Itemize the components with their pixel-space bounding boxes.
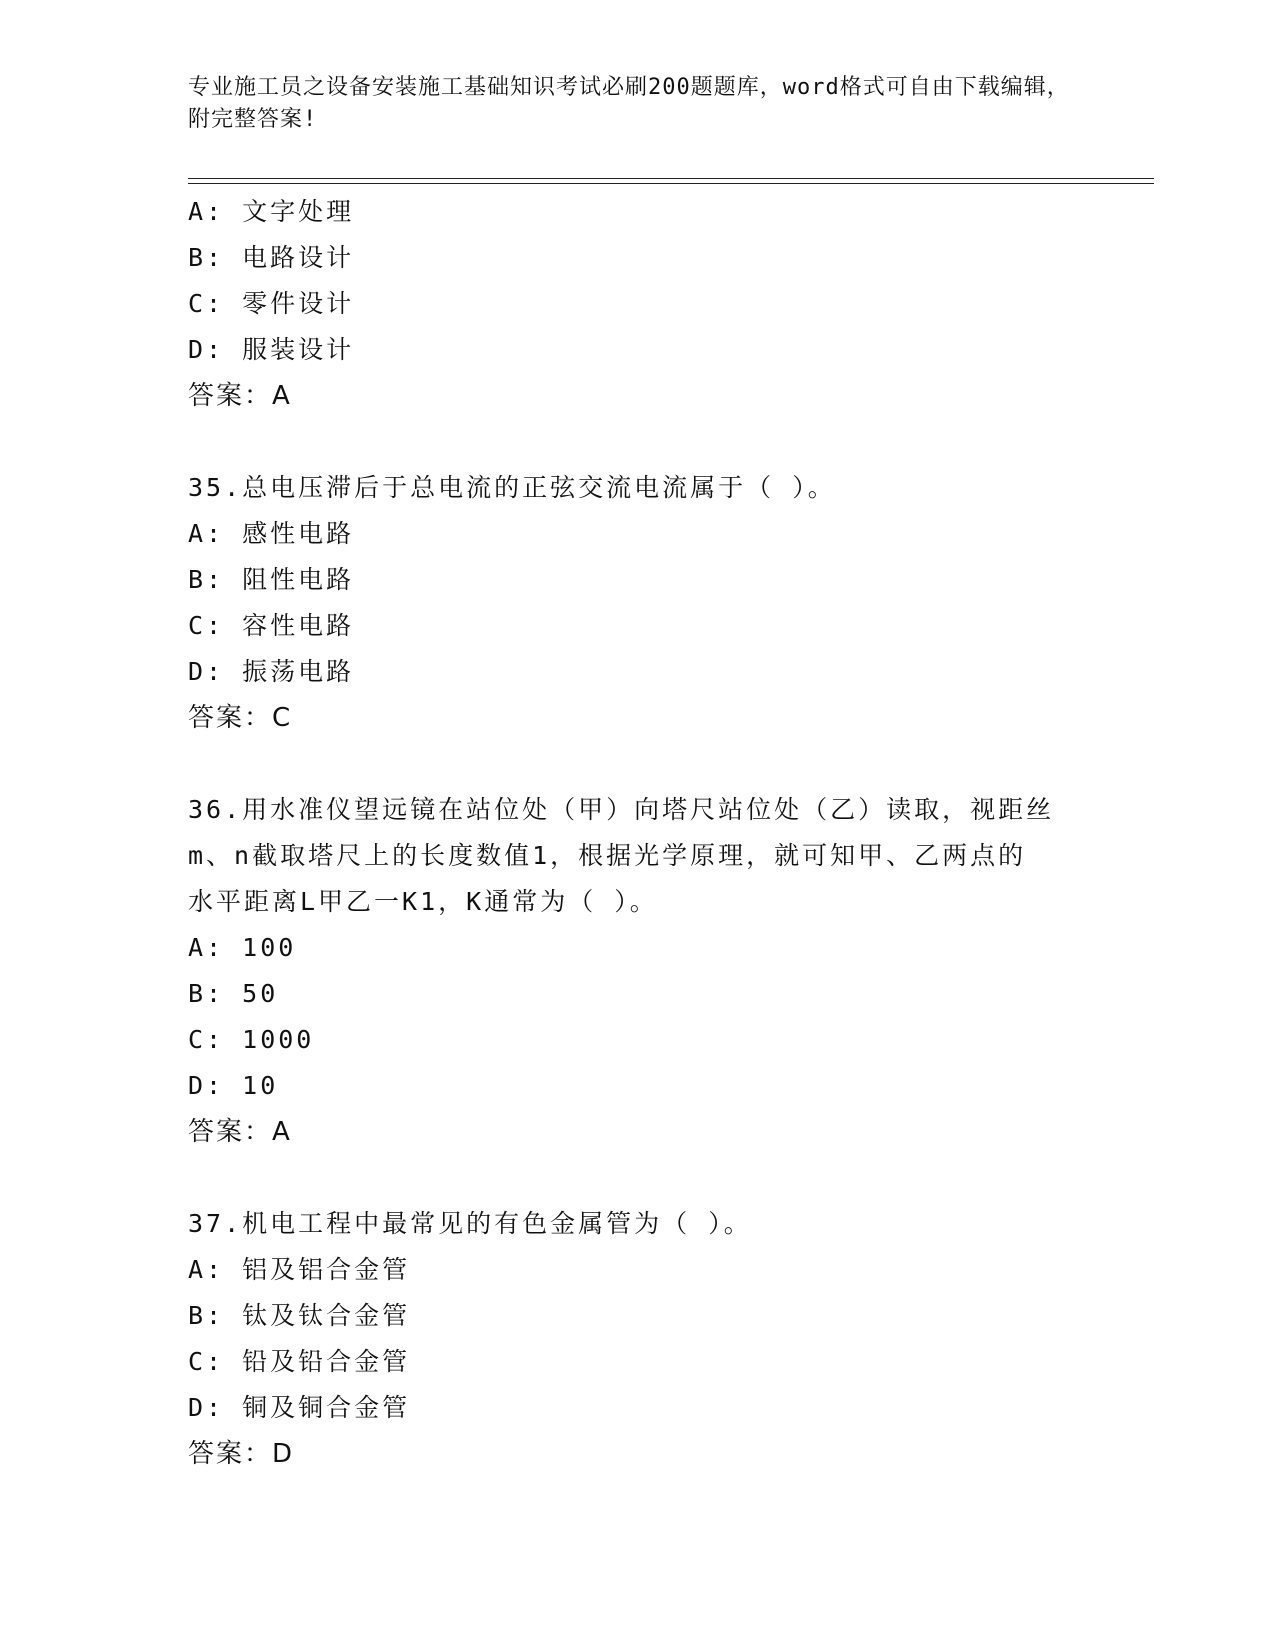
question-text: 35.总电压滞后于总电流的正弦交流电流属于（ ）。 [188,473,836,502]
question-text-line-3: 水平距离L甲乙一K1，K通常为（ ）。 [188,887,658,916]
header-divider-top [188,178,1154,179]
question-block [188,787,1088,1155]
question-text: 37.机电工程中最常见的有色金属管为（ ）。 [188,1209,752,1238]
answer-label: 答案：C [188,703,293,733]
answer-label: 答案：A [188,1117,292,1147]
option-b: B: 阻性电路 [188,565,355,594]
question-block [188,1201,1088,1477]
option-a: A: 感性电路 [188,519,355,548]
answer-label: 答案：A [188,381,292,411]
option-c: C: 1000 [188,1025,315,1054]
question-text-line-2: m、n截取塔尺上的长度数值1，根据光学原理，就可知甲、乙两点的 [188,841,1027,870]
option-b: B: 50 [188,979,279,1008]
option-c: C: 铅及铅合金管 [188,1347,411,1376]
option-c: C: 容性电路 [188,611,355,640]
option-a: A: 铝及铝合金管 [188,1255,411,1284]
question-list [188,189,1088,1477]
option-a: A: 文字处理 [188,197,355,226]
header-divider-bottom [188,183,1154,184]
option-d: D: 服装设计 [188,335,355,364]
document-header: 专业施工员之设备安装施工基础知识考试必刷200题题库，word格式可自由下载编辑，附完整答案! [188,75,1070,132]
question-text-line-1: 36.用水准仪望远镜在站位处（甲）向塔尺站位处（乙）读取，视距丝 [188,795,1055,824]
option-b: B: 钛及钛合金管 [188,1301,411,1330]
option-c: C: 零件设计 [188,289,355,318]
option-d: D: 铜及铜合金管 [188,1393,411,1422]
answer-label: 答案：D [188,1439,295,1469]
option-d: D: 振荡电路 [188,657,355,686]
option-a: A: 100 [188,933,297,962]
question-block [188,465,1088,741]
option-d: D: 10 [188,1071,279,1100]
option-b: B: 电路设计 [188,243,355,272]
question-block [188,189,1088,419]
